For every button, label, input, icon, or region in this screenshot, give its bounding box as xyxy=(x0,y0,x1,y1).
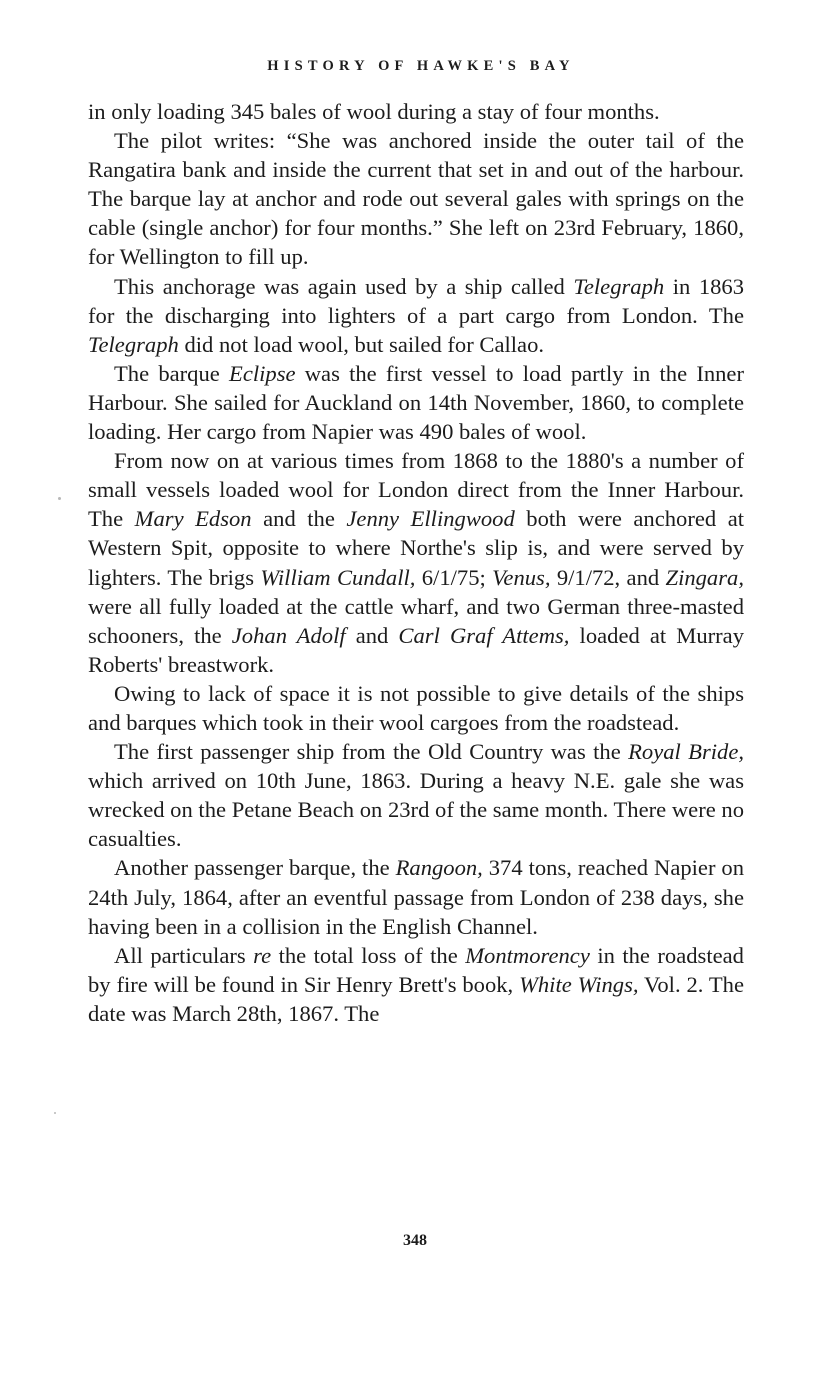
ship-name: Carl Graf Attems, xyxy=(398,622,570,648)
ship-name: Venus, xyxy=(492,564,551,590)
paragraph-6: Owing to lack of space it is not possible to give details of the ships and barques which took in their wool cargoes from the roadstead. xyxy=(88,680,744,735)
ship-name: Royal Bride, xyxy=(628,739,744,765)
text-run: Another passenger barque, the xyxy=(114,855,396,881)
ship-name: Montmorency xyxy=(465,942,590,968)
ship-name: Zingara, xyxy=(665,564,744,590)
latin-term: re xyxy=(253,942,272,968)
paragraph-2: The pilot writes: “She was anchored inside the outer tail of the Rangatira bank and inside the current that set in and out of the harbour. The barque lay at anchor and rode out several gales with springs on the cable (single anchor) for four months.” She left on 23rd February, 1860, for Wellington to fill up. xyxy=(88,128,744,270)
text-run: and xyxy=(345,622,399,648)
paragraph-1: in only loading 345 bales of wool during a stay of four months. xyxy=(88,99,660,124)
text-run: which arrived on 10th June, 1863. During a heavy N.E. gale she was wrecked on the Petane Beach on 23rd of the same month. There were no casualties. xyxy=(88,768,744,852)
book-title: White Wings, xyxy=(519,971,639,997)
text-run: were all fully loaded at the cattle wharf, and two German three-masted schooners, the xyxy=(88,593,744,648)
text-run: was the first vessel to load partly in the Inner Harbour. She sailed for Auckland on 14th November, 1860, to complete loading. Her cargo from Napier was 490 bales of wool. xyxy=(88,360,744,445)
page-number: 348 xyxy=(403,1232,427,1249)
ship-name: Jenny Ellingwood xyxy=(346,506,515,532)
ship-name: William Cundall, xyxy=(260,564,416,590)
text-run: Vol. 2. The date was March 28th, 1867. The xyxy=(88,971,744,1026)
text-run: the total loss of the xyxy=(271,942,466,968)
scan-speck xyxy=(54,1112,56,1114)
paragraph-7 xyxy=(88,737,744,853)
text-run: in the roadstead by fire will be found in Sir Henry Brett's book, xyxy=(88,942,744,997)
text-run: 6/1/75; xyxy=(415,564,493,590)
ship-name: Eclipse xyxy=(229,360,296,386)
text-run: did not load wool, but sailed for Callao. xyxy=(178,331,545,357)
text-run: both were anchored at Western Spit, opposite to where Northe's slip is, and were served by lighters. The brigs xyxy=(88,506,745,590)
text-run: This anchorage was again used by a ship called xyxy=(114,273,574,299)
paragraph-8 xyxy=(88,853,744,940)
ship-name: Telegraph xyxy=(88,331,179,357)
running-head: HISTORY OF HAWKE'S BAY xyxy=(267,58,575,74)
text-run: All particulars xyxy=(114,942,254,968)
text-run: loaded at Murray Roberts' breastwork. xyxy=(88,622,744,677)
text-run: in 1863 for the discharging into lighters of a part cargo from London. The xyxy=(88,273,745,328)
ship-name: Telegraph xyxy=(573,273,665,299)
book-page xyxy=(88,58,744,1028)
scan-speck xyxy=(58,497,61,500)
paragraph-4 xyxy=(88,359,744,446)
paragraph-5 xyxy=(88,446,744,679)
text-run: The first passenger ship from the Old Country was the xyxy=(114,739,629,765)
text-run: From now on at various times from 1868 to the 1880's a number of small vessels loaded wool for London direct from the Inner Harbour. The xyxy=(88,448,744,532)
text-run: 9/1/72, and xyxy=(550,564,666,590)
ship-name: Mary Edson xyxy=(134,506,252,532)
paragraph-3 xyxy=(88,272,744,359)
text-run: The barque xyxy=(114,360,230,386)
ship-name: Rangoon, xyxy=(395,855,483,881)
text-run: and the xyxy=(251,506,347,532)
paragraph-9 xyxy=(88,941,744,1028)
text-run: 374 tons, reached Napier on 24th July, 1864, after an eventful passage from London of 238 days, she having been in a collision in the English Channel. xyxy=(88,855,745,939)
ship-name: Johan Adolf xyxy=(231,622,346,648)
